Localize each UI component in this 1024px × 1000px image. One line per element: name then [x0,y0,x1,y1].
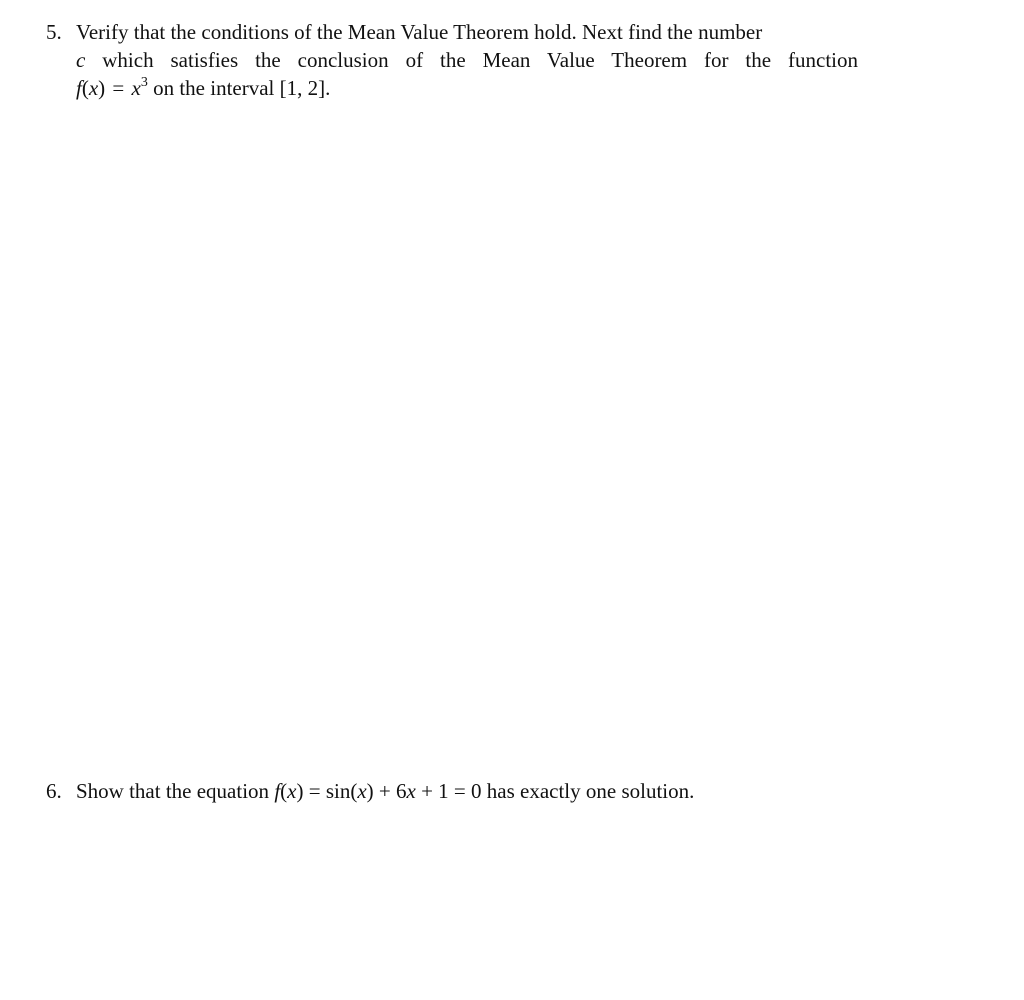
right-paren: ) [296,779,304,803]
problem-number: 5. [46,20,62,44]
problem-5 [46,18,858,102]
variable-x: x [406,779,416,803]
problem-number: 6. [46,779,62,803]
line-2-text: which satisfies the conclusion of the Mean Value Theorem for the function [85,48,858,72]
problem-text [76,18,858,102]
interval-text: on the interval [1, 2]. [147,76,331,100]
variable-x: x [88,76,99,100]
base-x: x [131,76,141,100]
problem-5-line-2 [76,46,858,74]
lead-text: Show that the equation [76,779,275,803]
function-f: f [76,76,82,100]
function-f: f [274,779,281,803]
problem-6-line-1 [76,777,858,805]
left-paren: ( [280,779,288,803]
right-paren: ) [98,76,106,100]
left-paren: ( [81,76,89,100]
equals-sign: = [107,76,130,100]
problem-6 [46,777,858,805]
plus-six: ) + 6 [366,779,407,803]
variable-c: c [76,48,86,72]
exponent: 3 [140,75,148,90]
variable-x: x [357,779,367,803]
problem-5-line-3 [76,74,858,102]
problem-text [76,777,858,805]
tail-text: + 1 = 0 has exactly one solution. [415,779,695,803]
problem-5-line-1: Verify that the conditions of the Mean Value Theorem hold. Next find the number [76,20,763,44]
variable-x: x [287,779,297,803]
equals-sin: = sin( [303,779,358,803]
